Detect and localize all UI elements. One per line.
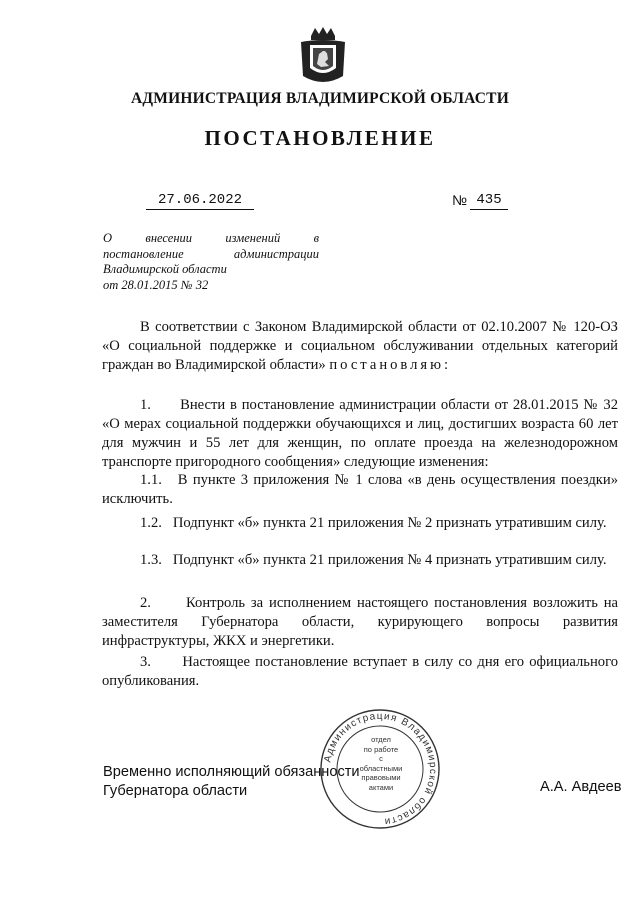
signer-position-line: Временно исполняющий обязанности bbox=[103, 764, 360, 780]
number-sign: № bbox=[452, 192, 468, 208]
seal-line: с областными bbox=[359, 754, 403, 773]
subject-line: О внесении изменений в bbox=[103, 231, 319, 245]
document-type-title: ПОСТАНОВЛЕНИЕ bbox=[204, 126, 436, 150]
item-1-2-text: 1.2. Подпункт «б» пункта 21 приложения № 2 признать утратившим силу. bbox=[140, 515, 607, 531]
seal-inner-text bbox=[358, 735, 404, 792]
item-1-paragraph bbox=[102, 396, 618, 472]
item-1-3-text: 1.3. Подпункт «б» пункта 21 приложения № 4 признать утратившим силу. bbox=[140, 552, 607, 568]
item-2-paragraph bbox=[102, 594, 618, 651]
preamble-text: В соответствии с Законом Владимирской области от 02.10.2007 № 120-ОЗ «О социальной поддержке и социальном обслуживании отдельных категорий граждан во Владимирской области» bbox=[102, 319, 618, 373]
item-1-text: 1. Внести в постановление администрации области от 28.01.2015 № 32 «О мерах социальной поддержки обучающихся и лиц, достигших возраста 60 лет для мужчин и 55 лет для женщин, по оплате проезда на железнодорожном транспорте пригородного сообщения» следующие изменения: bbox=[102, 397, 618, 470]
signer-position bbox=[103, 763, 360, 801]
organization-title: АДМИНИСТРАЦИЯ ВЛАДИМИРСКОЙ ОБЛАСТИ bbox=[131, 90, 509, 107]
signer-name: А.А. Авдеев bbox=[540, 779, 622, 795]
item-1-2-paragraph bbox=[102, 514, 618, 533]
item-3-paragraph bbox=[102, 653, 618, 691]
signer-position-line: Губернатора области bbox=[103, 783, 248, 799]
item-1-1-paragraph bbox=[102, 471, 618, 509]
item-1-1-text: 1.1. В пункте 3 приложения № 1 слова «в день осуществления поездки» исключить. bbox=[102, 472, 618, 507]
document-number: 435 bbox=[470, 192, 508, 210]
subject-line: от 28.01.2015 № 32 bbox=[103, 277, 209, 292]
item-3-text: 3. Настоящее постановление вступает в силу со дня его официального опубликования. bbox=[102, 654, 618, 689]
decree-word: постановляю: bbox=[329, 357, 452, 373]
seal-line: по работе bbox=[363, 744, 399, 754]
subject-line: Владимирской области bbox=[103, 262, 227, 276]
subject-line: постановление администрации bbox=[103, 246, 319, 261]
item-2-text: 2. Контроль за исполнением настоящего постановления возложить на заместителя Губернатора области, курирующего вопросы развития инфраструктуры, ЖКХ и энергетики. bbox=[102, 595, 618, 649]
seal-ring-text: Администрация Владимирской области bbox=[322, 710, 439, 827]
seal-line: правовыми bbox=[361, 773, 401, 782]
preamble-paragraph bbox=[102, 318, 618, 375]
seal-line: отдел bbox=[371, 735, 391, 744]
document-date: 27.06.2022 bbox=[146, 192, 254, 210]
document-subject bbox=[103, 231, 319, 293]
seal-line: актами bbox=[368, 782, 394, 792]
coat-of-arms-icon bbox=[297, 26, 349, 88]
item-1-3-paragraph bbox=[102, 551, 618, 570]
